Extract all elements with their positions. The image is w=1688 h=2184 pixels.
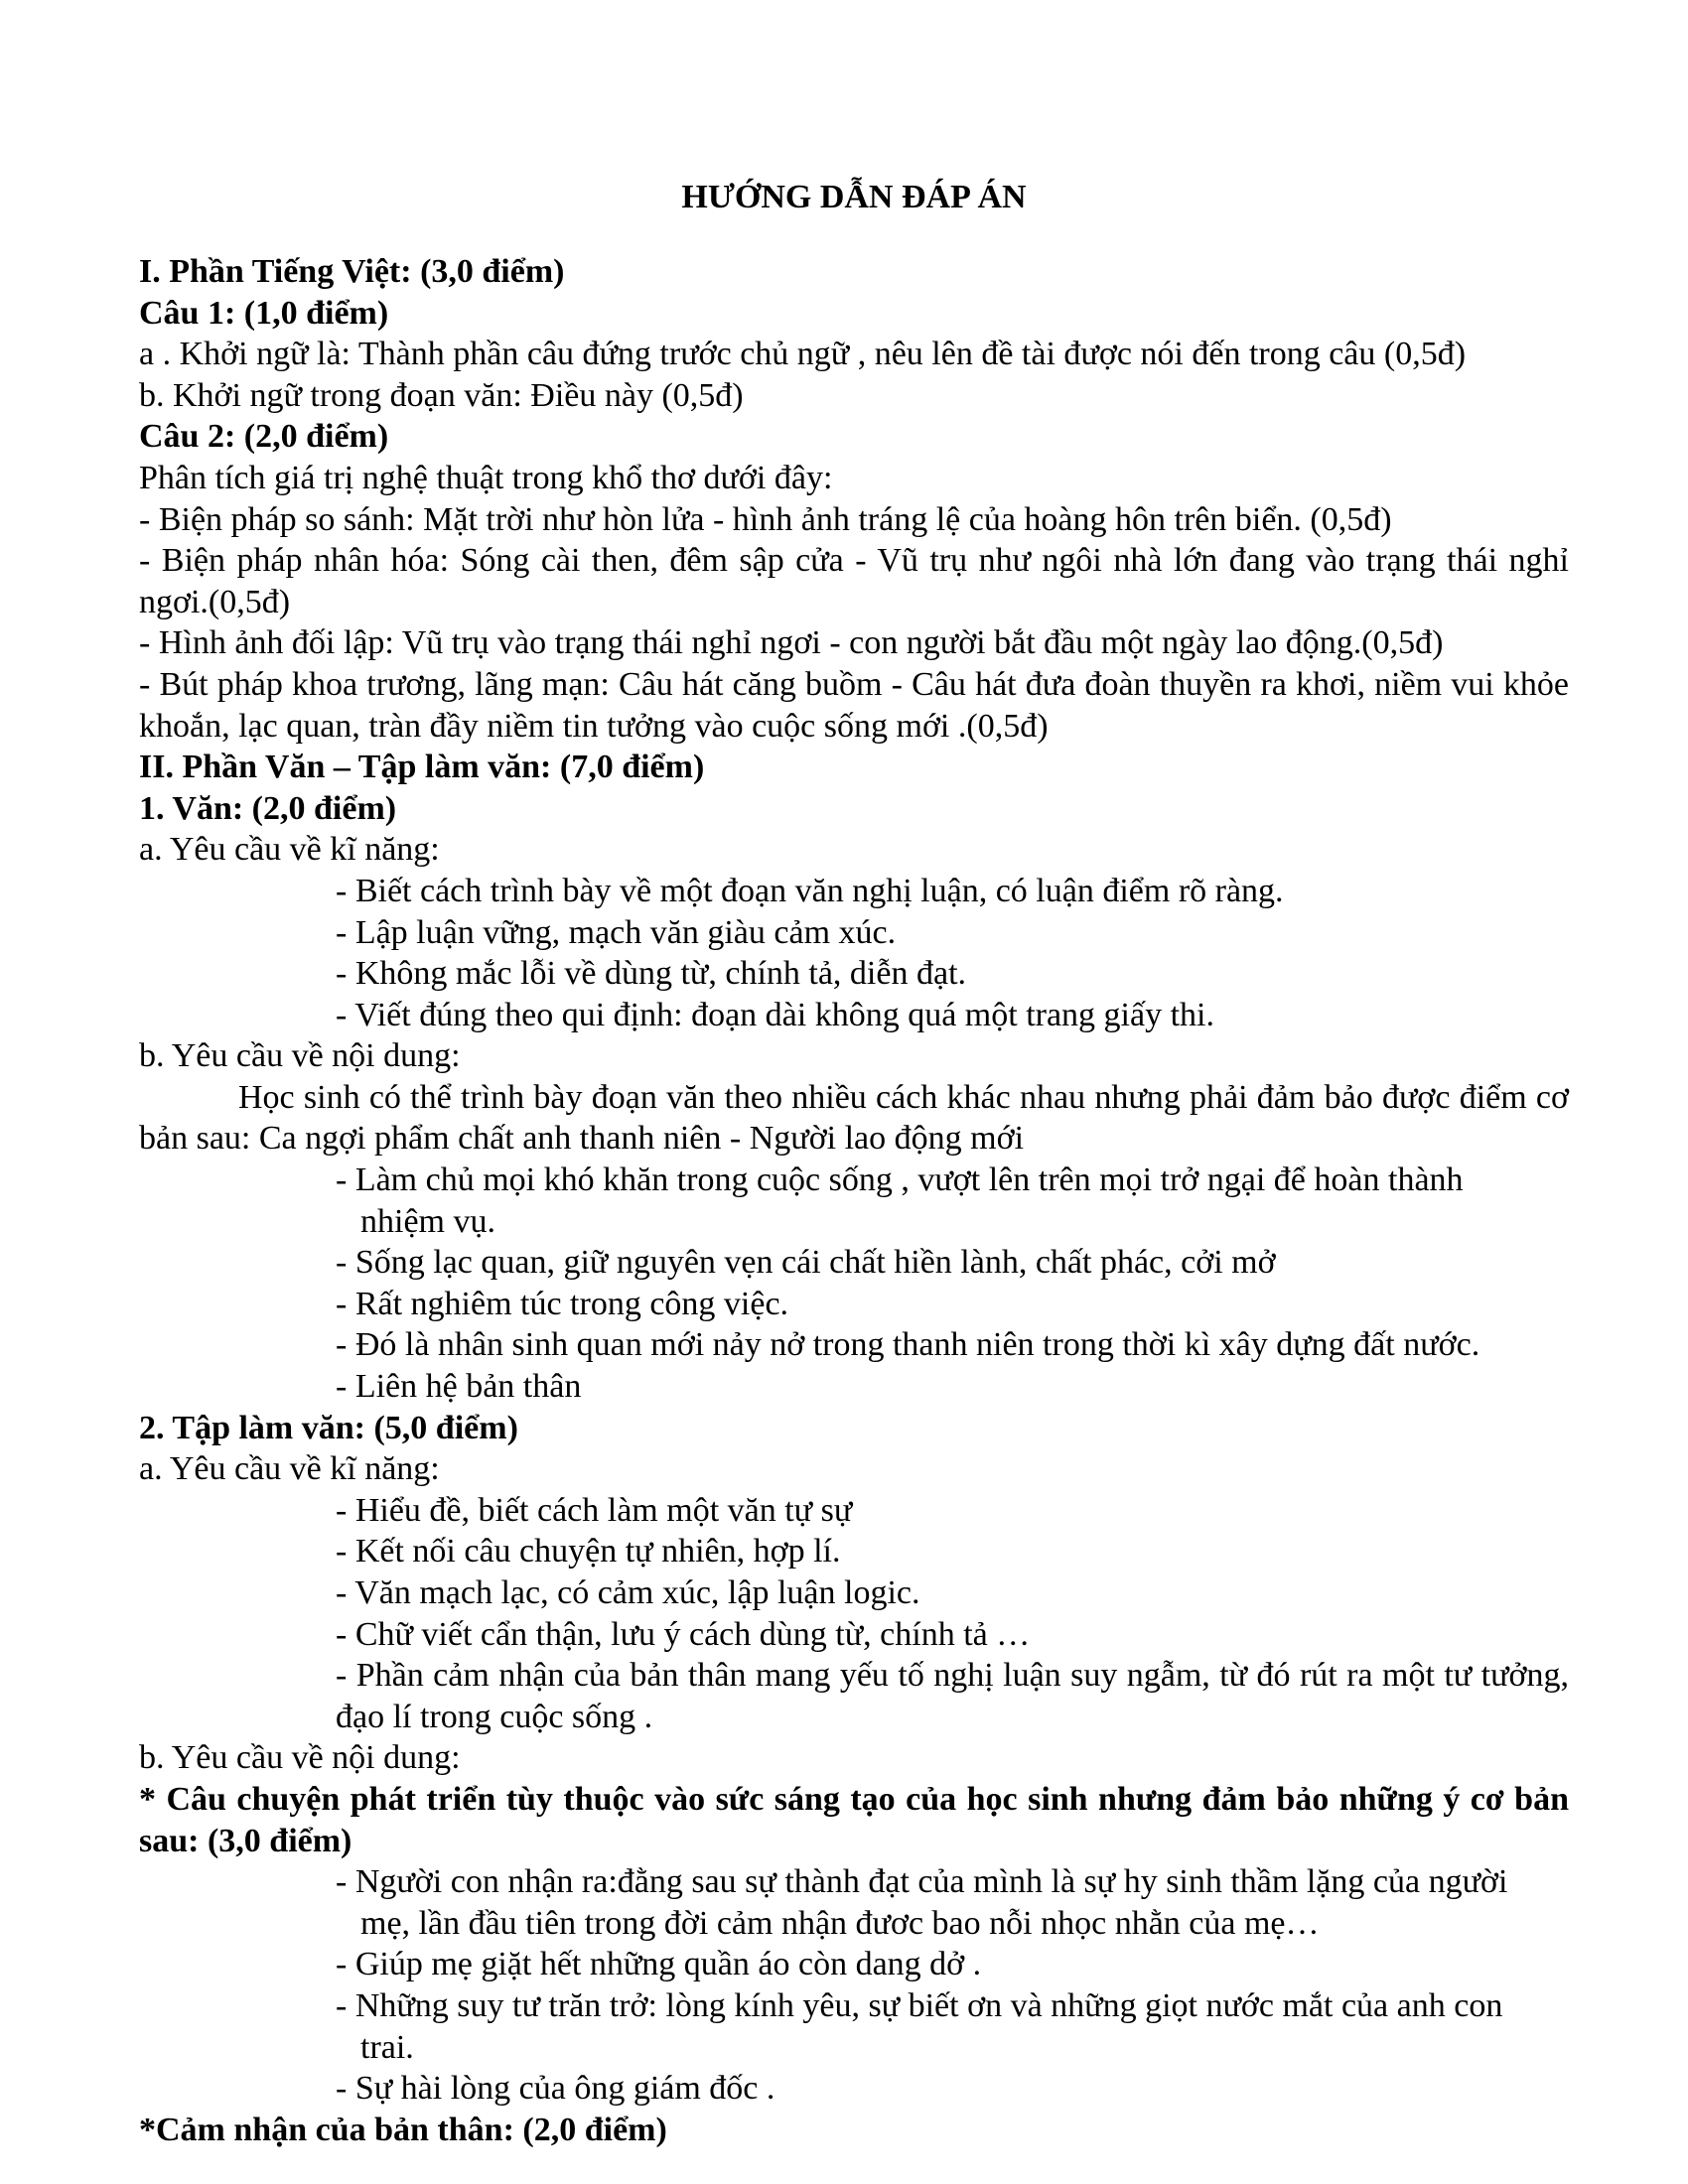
tlv-content-item: - Giúp mẹ giặt hết những quần áo còn dang dở . (336, 1946, 982, 1983)
q1-answer-b: b. Khởi ngữ trong đoạn văn: Điều này (0,5đ) (139, 376, 744, 414)
van-content-item-line: - Làm chủ mọi khó khăn trong cuộc sống , vượt lên trên mọi trở ngại để hoàn thành (336, 1161, 1464, 1199)
tlv-skill-item: - Chữ viết cẩn thận, lưu ý cách dùng từ, chính tả … (336, 1615, 1031, 1653)
tlv-content-item (139, 1861, 1569, 1944)
tlv-skill-item: - Văn mạch lạc, có cảm xúc, lập luận logic. (336, 1574, 920, 1611)
van-content-item-continuation: nhiệm vụ. (360, 1202, 495, 1240)
tlv-content-item: - Sự hài lòng của ông giám đốc . (336, 2070, 775, 2108)
page-title: HƯỚNG DẪN ĐÁP ÁN (681, 179, 1027, 215)
van-content-item: - Đó là nhân sinh quan mới nảy nở trong thanh niên trong thời kì xây dựng đất nước. (336, 1326, 1480, 1364)
tlv-content-heading: b. Yêu cầu về nội dung: (139, 1739, 461, 1777)
van-skill-item: - Lập luận vững, mạch văn giàu cảm xúc. (336, 913, 897, 951)
van-content-item (139, 1160, 1569, 1242)
q2-heading: Câu 2: (2,0 điểm) (139, 418, 389, 456)
self-reflection-heading: *Cảm nhận của bản thân: (2,0 điểm) (139, 2111, 667, 2148)
tlv-content-bold-note: * Câu chuyện phát triển tùy thuộc vào sức sáng tạo của học sinh nhưng đảm bảo những ý cơ bản sau: (3,0 điểm) (139, 1780, 1569, 1859)
tlv-content-item-continuation: trai. (360, 2028, 414, 2066)
q2-intro: Phân tích giá trị nghệ thuật trong khổ thơ dưới đây: (139, 459, 833, 496)
van-content-heading: b. Yêu cầu về nội dung: (139, 1037, 461, 1075)
tlv-content-item-line: - Người con nhận ra:đằng sau sự thành đạt của mình là sự hy sinh thầm lặng của người (336, 1863, 1508, 1901)
van-content-item: - Liên hệ bản thân (336, 1368, 582, 1406)
van-content-paragraph: Học sinh có thể trình bày đoạn văn theo nhiều cách khác nhau nhưng phải đảm bảo được điểm cơ bản sau: Ca ngợi phẩm chất anh thanh niên - Người lao động mới (139, 1078, 1569, 1158)
tlv-heading: 2. Tập làm văn: (5,0 điểm) (139, 1409, 518, 1446)
tlv-skill-item: - Kết nối câu chuyện tự nhiên, hợp lí. (336, 1533, 841, 1570)
van-content-item: - Sống lạc quan, giữ nguyên vẹn cái chất hiền lành, chất phác, cởi mở (336, 1244, 1276, 1282)
tlv-skill-heading: a. Yêu cầu về kĩ năng: (139, 1450, 440, 1488)
tlv-skill-item: - Hiểu đề, biết cách làm một văn tự sự (336, 1491, 853, 1529)
tlv-content-item (139, 1985, 1569, 2068)
van-skill-heading: a. Yêu cầu về kĩ năng: (139, 831, 440, 869)
q1-heading: Câu 1: (1,0 điểm) (139, 294, 389, 332)
part2-heading: II. Phần Văn – Tập làm văn: (7,0 điểm) (139, 749, 705, 786)
van-skill-item: - Không mắc lỗi về dùng từ, chính tả, diễn đạt. (336, 955, 967, 993)
part1-heading: I. Phần Tiếng Việt: (3,0 điểm) (139, 253, 565, 290)
tlv-content-item-line: - Những suy tư trăn trở: lòng kính yêu, sự biết ơn và những giọt nước mắt của anh con (336, 1986, 1503, 2024)
q2-item: - Hình ảnh đối lập: Vũ trụ vào trạng thái nghỉ ngơi - con người bắt đầu một ngày lao động.(0,5đ) (139, 624, 1444, 662)
q2-item: - Bút pháp khoa trương, lãng mạn: Câu hát căng buồm - Câu hát đưa đoàn thuyền ra khơi, niềm vui khỏe khoắn, lạc quan, tràn đầy niềm tin tưởng vào cuộc sống mới .(0,5đ) (139, 665, 1569, 745)
q1-answer-a: a . Khởi ngữ là: Thành phần câu đứng trước chủ ngữ , nêu lên đề tài được nói đến trong câu (0,5đ) (139, 336, 1467, 373)
van-skill-item: - Viết đúng theo qui định: đoạn dài không quá một trang giấy thi. (336, 996, 1214, 1033)
van-heading: 1. Văn: (2,0 điểm) (139, 789, 397, 827)
document-page (139, 174, 1569, 2150)
tlv-content-item-continuation: mẹ, lần đầu tiên trong đời cảm nhận đươc bao nỗi nhọc nhằn của mẹ… (360, 1904, 1320, 1942)
q2-item: - Biện pháp nhân hóa: Sóng cài then, đêm sập cửa - Vũ trụ như ngôi nhà lớn đang vào trạng thái nghỉ ngơi.(0,5đ) (139, 542, 1569, 620)
tlv-skill-item: - Phần cảm nhận của bản thân mang yếu tố nghị luận suy ngẫm, từ đó rút ra một tư tưởng, đạo lí trong cuộc sống . (336, 1657, 1569, 1735)
van-skill-item: - Biết cách trình bày về một đoạn văn nghị luận, có luận điểm rõ ràng. (336, 872, 1284, 909)
q2-item: - Biện pháp so sánh: Mặt trời như hòn lửa - hình ảnh tráng lệ của hoàng hôn trên biển. (0,5đ) (139, 500, 1392, 538)
van-content-item: - Rất nghiêm túc trong công việc. (336, 1285, 789, 1322)
